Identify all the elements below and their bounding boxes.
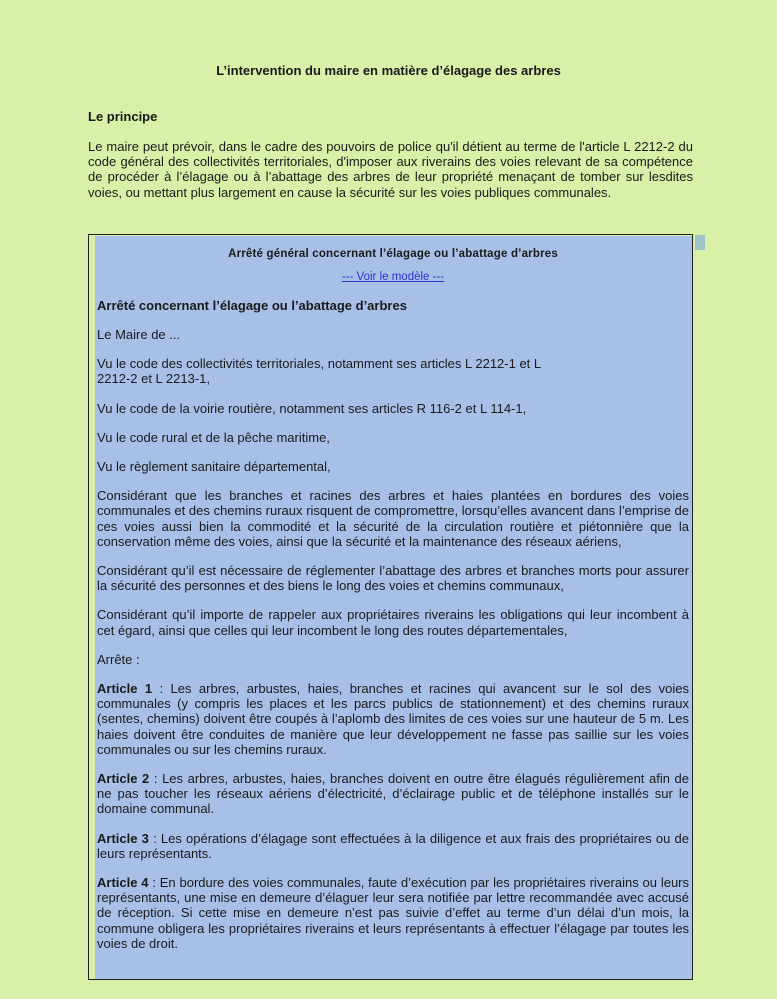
vu-code-rural: Vu le code rural et de la pêche maritime, (97, 429, 330, 445)
vu-code-collectivites-line1: Vu le code des collectivités territoriales, notamment ses articles L 2212-1 et L (97, 356, 542, 372)
model-box-title: Arrêté général concernant l’élagage ou l’abattage d’arbres (228, 248, 558, 260)
article-4-label: Article 4 (97, 875, 149, 891)
vu-reglement-sanitaire: Vu le règlement sanitaire départemental, (97, 459, 331, 475)
model-box-content (95, 248, 693, 951)
article-1-label: Article 1 (97, 681, 153, 697)
article-2-text: : Les arbres, arbustes, haies, branches doivent en outre être élagués régulièrement afin de ne pas toucher les réseaux aériens d’électricité, d’éclairage public et de téléphone installés sur le domaine communal. (97, 771, 689, 817)
vu-code-voirie: Vu le code de la voirie routière, notamment ses articles R 116-2 et L 114-1, (97, 400, 527, 416)
arrete-line: Arrête : (97, 651, 140, 667)
article-1 (97, 681, 689, 757)
article-2 (97, 771, 689, 817)
page-title: L’intervention du maire en matière d’élagage des arbres (216, 63, 561, 78)
considerant-1: Considérant que les branches et racines des arbres et haies plantées en bordures des voies communales et des chemins ruraux risquent de compromettre, lorsqu’elles avancent dans l’emprise de ces voies aussi bien la commodité et la sécurité de la circulation routière et piétonnière que la conservation même des voies, ainsi que la sécurité et la maintenance des réseaux aériens, (97, 488, 689, 549)
section-heading: Le principe (88, 109, 158, 124)
maire-line: Le Maire de ... (97, 327, 181, 342)
model-box-panel (95, 236, 693, 980)
arrete-title: Arrêté concernant l’élagage ou l’abattage d’arbres (97, 298, 407, 313)
article-2-label: Article 2 (97, 771, 150, 787)
considerant-2: Considérant qu’il est nécessaire de réglementer l’abattage des arbres et branches morts pour assurer la sécurité des personnes et des biens le long des voies et chemins communaux, (97, 563, 689, 594)
vu-code-collectivites (97, 356, 689, 386)
article-3-label: Article 3 (97, 830, 149, 846)
considerant-3: Considérant qu’il importe de rappeler aux propriétaires riverains les obligations qui leur incombent à cet égard, ainsi que celles qui leur incombent le long des routes départementales, (97, 607, 689, 638)
view-model-link[interactable]: --- Voir le modèle --- (341, 271, 445, 283)
article-3 (97, 831, 689, 861)
article-4-text: : En bordure des voies communales, faute d’exécution par les propriétaires riverains ou leurs représentants, une mise en demeure d’élaguer leur sera notifiée par lettre recommandée avec accusé de réception. Si cette mise en demeure n’est pas suivie d’effet au terme d’un délai d’un mois, la commune obligera les propriétaires riverains et leurs représentants à effectuer l’élagage par toutes les voies de droit. (97, 875, 689, 951)
model-box[interactable] (88, 234, 693, 980)
article-4 (97, 875, 689, 951)
intro-paragraph: Le maire peut prévoir, dans le cadre des pouvoirs de police qu'il détient au terme de l'article L 2212-2 du code général des collectivités territoriales, d'imposer aux riverains des voies relevant de sa compétence de procéder à l’élagage ou à l’abattage des arbres de leur propriété menaçant de tomber sur lesdites voies, ou mettant plus largement en cause la sécurité sur les voies publiques communales. (88, 139, 693, 200)
vu-code-collectivites-line2: 2212-2 et L 2213-1, (97, 371, 210, 387)
side-tab-marker (695, 235, 705, 250)
article-1-text: : Les arbres, arbustes, haies, branches et racines qui avancent sur le sol des voies communales (y compris les places et les parcs publics de stationnement) et des chemins ruraux (sentes, chemins) doivent être coupés à l’aplomb des limites de ces voies sur une hauteur de 5 m. Les haies doivent être conduites de manière que leur développement ne fasse pas saillie sur les voies communales ou sur les chemins ruraux. (97, 681, 689, 757)
article-3-text: : Les opérations d’élagage sont effectuées à la diligence et aux frais des propriétaires ou de leurs représentants. (97, 830, 690, 861)
